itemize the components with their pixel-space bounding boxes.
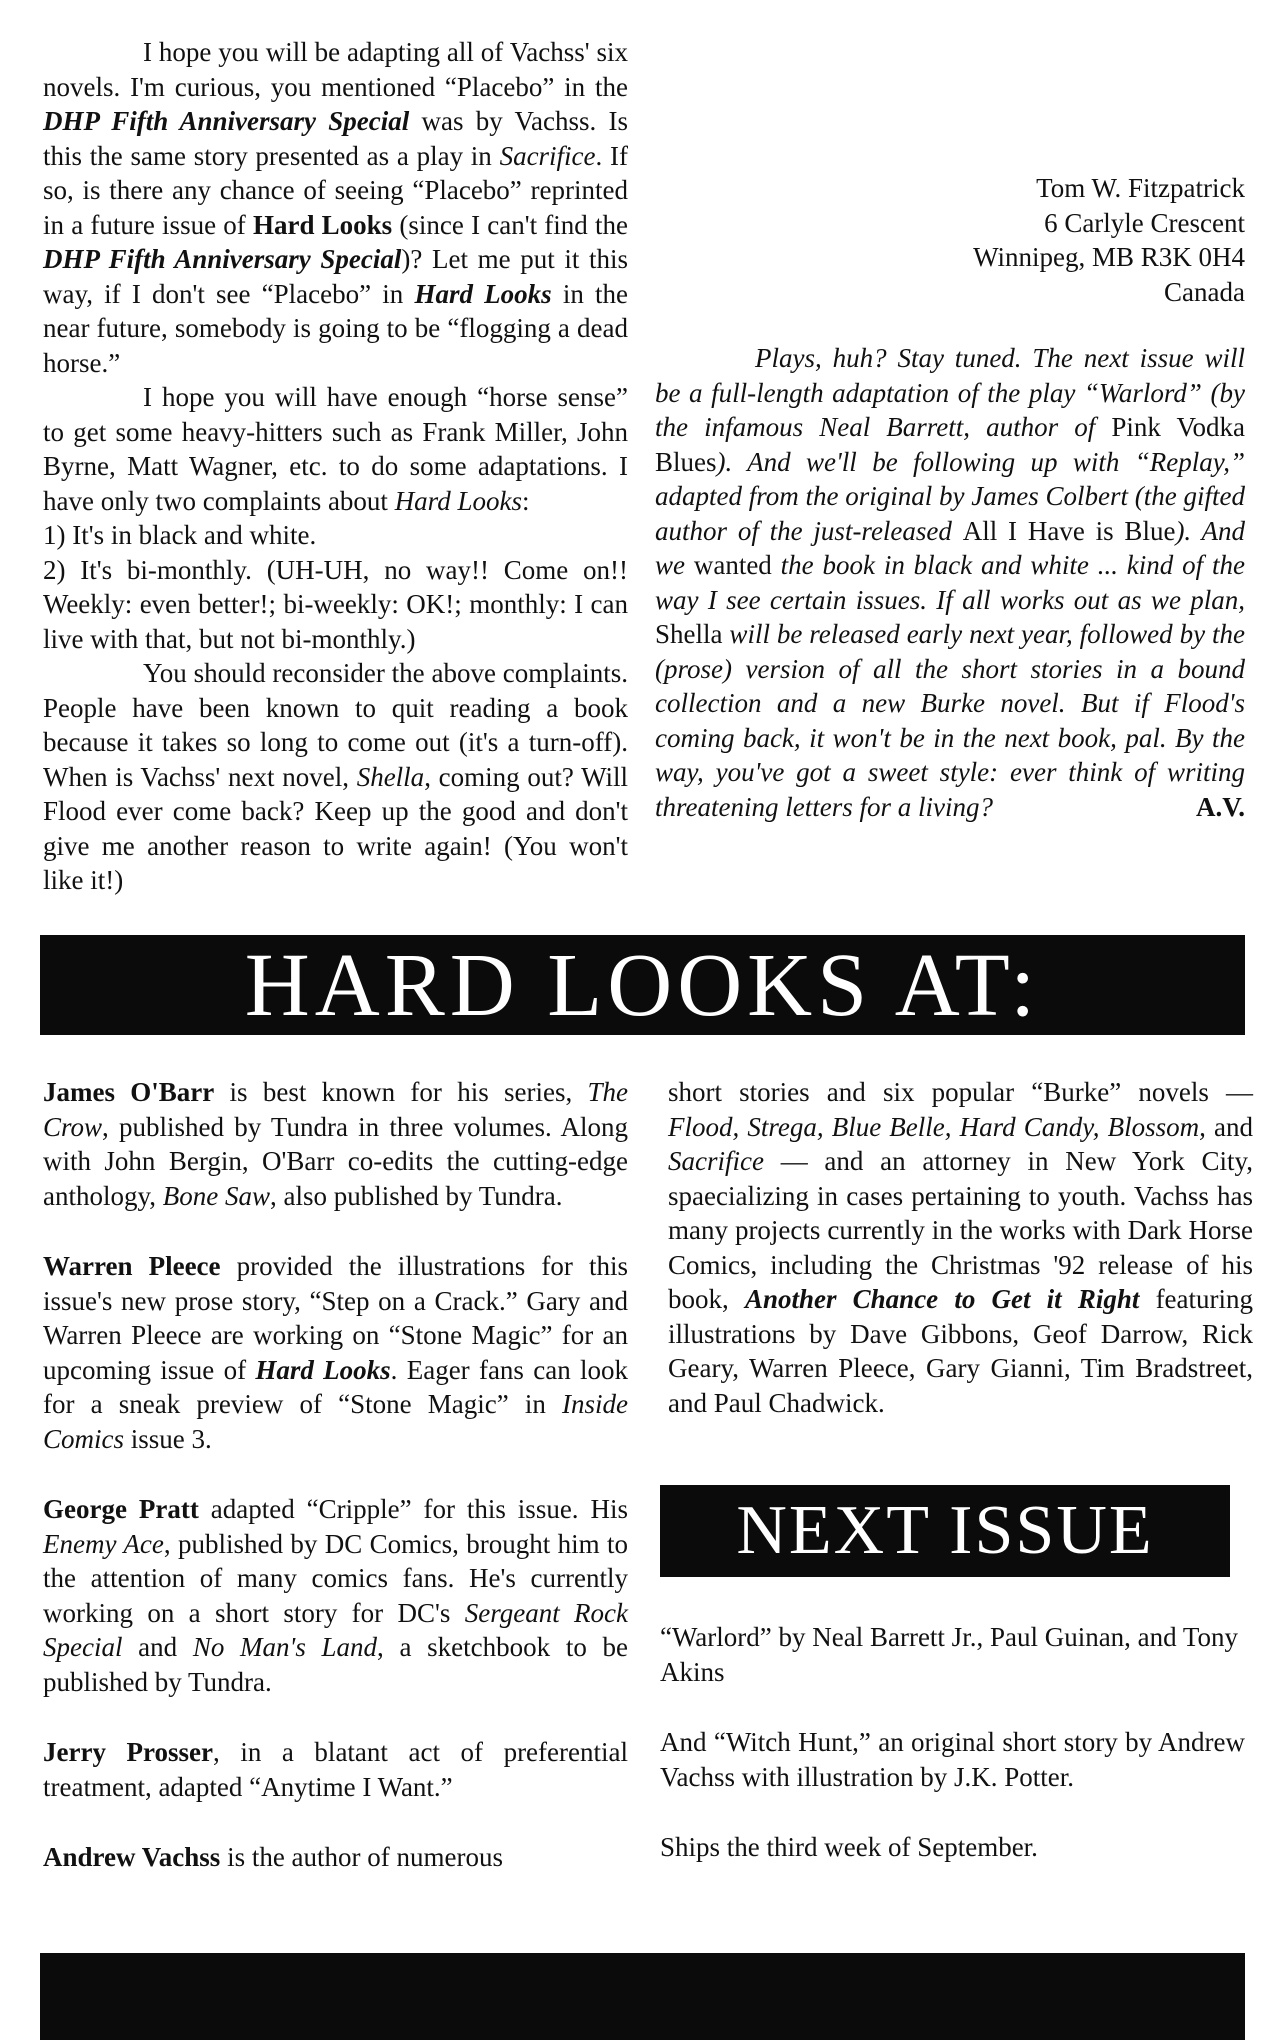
next-issue-column [660, 1620, 1245, 1865]
next-issue-banner [660, 1485, 1230, 1577]
signature-street: 6 Carlyle Crescent [1044, 207, 1245, 238]
letter-paragraph-1: I hope you will be adapting all of Vachss' six novels. I'm curious, you mentioned “Placebo” in the DHP Fifth Anniversary Special was by Vachss. Is this the same story presented as a play in Sacrifice. If so, is there any chance of seeing “Placebo” reprinted in a future issue of Hard Looks (since I can't find the DHP Fifth Anniversary Special)? Let me put it this way, if I don't see “Placebo” in Hard Looks in the near future, somebody is going to be “flogging a dead horse.” [43, 37, 629, 378]
bottom-black-bar [40, 1953, 1245, 2040]
spacer [43, 1699, 628, 1735]
letter-paragraph-2: I hope you will have enough “horse sense” to get some heavy-hitters such as Frank Miller, John Byrne, Matt Wagner, etc. to do some adaptations. I have only two complaints about Hard Looks: [43, 382, 628, 516]
editor-initials: A.V. [1195, 791, 1245, 822]
spacer [43, 1456, 628, 1492]
spacer [43, 1804, 628, 1840]
bio-jerry-prosser: Jerry Prosser, in a blatant act of preferential treatment, adapted “Anytime I Want.” [43, 1737, 628, 1802]
hard-looks-at-banner [40, 935, 1245, 1035]
next-issue-ship-date: Ships the third week of September. [660, 1832, 1038, 1862]
signature-city: Winnipeg, MB R3K 0H4 [973, 242, 1245, 272]
letter-continuation [655, 35, 1245, 140]
complaint-item-1: 1) It's in black and white. [43, 520, 317, 550]
complaint-item-2: 2) It's bi-monthly. (UH-UH, no way!! Come on!! Weekly: even better!; bi-weekly: OK!; monthly: I can live with that, but not bi-monthly.) [43, 554, 628, 654]
letter-column-left [43, 35, 628, 898]
signature-name: Tom W. Fitzpatrick [1036, 173, 1245, 203]
bio-george-pratt: George Pratt adapted “Cripple” for this issue. His Enemy Ace, published by DC Comics, brought him to the attention of many comics fans. He's currently working on a short story for DC's Sergeant Rock Special and No Man's Land, a sketchbook to be published by Tundra. [43, 1494, 629, 1697]
signature-block [655, 171, 1245, 309]
bio-warren-pleece: Warren Pleece provided the illustrations for this issue's new prose story, “Step on a Crack.” Gary and Warren Pleece are working on “Stone Magic” for an upcoming issue of Hard Looks. Eager fans can look for a sneak preview of “Stone Magic” in Inside Comics issue 3. [43, 1251, 629, 1454]
bio-andrew-vachss-start: Andrew Vachss is the author of numerous [43, 1842, 504, 1872]
letter-column-right [655, 35, 1245, 865]
bios-column-right [668, 1075, 1253, 1420]
editor-reply: Plays, huh? Stay tuned. The next issue will be a full-length adaptation of the play “Warlord” (by the infamous Neal Barrett, author of Pink Vodka Blues). And we'll be following up with “Replay,” adapted from the original by James Colbert (the gifted author of the just-released All I Have is Blue). And we wanted the book in black and white ... kind of the way I see certain issues. If all works out as we plan, Shella will be released early next year, followed by the (prose) version of all the short stories in a bound collection and a new Burke novel. But if Flood's coming back, it won't be in the next book, pal. By the way, you've got a sweet style: ever think of writing threatening letters for a living? [655, 343, 1245, 822]
bio-james-obarr: James O'Barr is best known for his series, The Crow, published by Tundra in three volumes. Along with John Bergin, O'Barr co-edits the cutting-edge anthology, Bone Saw, also published by Tundra. [43, 1077, 629, 1211]
signature-country: Canada [1164, 276, 1245, 307]
next-issue-title: NEXT ISSUE [736, 1492, 1154, 1569]
spacer [660, 1689, 1245, 1725]
bio-andrew-vachss-continued: short stories and six popular “Burke” novels — Flood, Strega, Blue Belle, Hard Candy, Blossom, and Sacrifice — and an attorney in New York City, spaecializing in cases pertaining to youth. Vachss has many projects currently in the works with Dark Horse Comics, including the Christmas '92 release of his book, Another Chance to Get it Right featuring illustrations by Dave Gibbons, Geof Darrow, Rick Geary, Warren Pleece, Gary Gianni, Tim Bradstreet, and Paul Chadwick. [668, 1077, 1254, 1418]
banner-title: HARD LOOKS AT: [244, 935, 1041, 1035]
bios-column-left [43, 1075, 628, 1875]
spacer [660, 1794, 1245, 1830]
next-issue-witch-hunt: And “Witch Hunt,” an original short story by Andrew Vachss with illustration by J.K. Potter. [660, 1727, 1245, 1792]
next-issue-warlord: “Warlord” by Neal Barrett Jr., Paul Guinan, and Tony Akins [660, 1622, 1239, 1687]
letter-paragraph-3: You should reconsider the above complaints. People have been known to quit reading a book because it takes so long to come out (it's a turn-off). When is Vachss' next novel, Shella, coming out? Will Flood ever come back? Keep up the good and don't give me another reason to write again! (You won't like it!) [43, 658, 628, 895]
spacer [43, 1213, 628, 1249]
